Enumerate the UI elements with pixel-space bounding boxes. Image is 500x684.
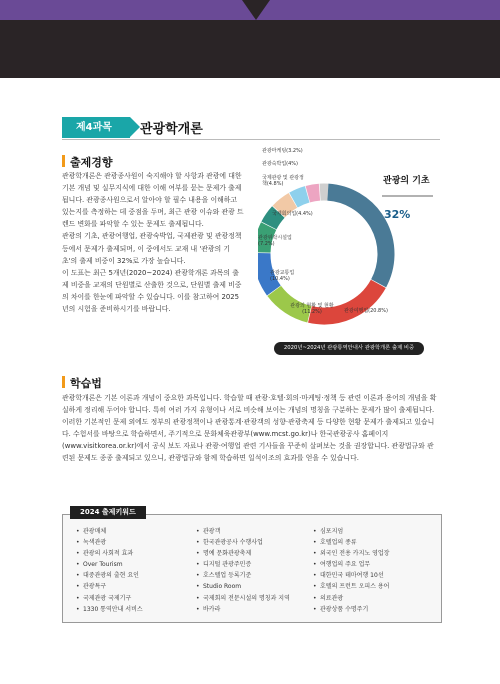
donut-slice-7 [293,194,307,200]
keyword-item: • 국제관광 국제기구 [76,593,143,604]
slice-label-transport: 관광교통업(10.4%) [270,270,295,282]
keyword-item: • 관광상품 수명주기 [313,604,389,615]
study-method-text: 관광학개론은 기본 이론과 개념이 중요한 과목입니다. 학습할 때 관광·호텔·회의·마케팅·정책 등 관련 이론과 용어의 개념을 확실하게 정리해 두어야 합니다. 특히 여러 가지 유형이나 서로 비슷해 보이는 개념의 명칭을 구분하는 문제가 많이 출제됩니다. 이러한 기본적인 문제 외에도 정부의 관광정책이나 관광통계·관광객의 성향·관광축제 등 다양한 현황 문제가 출제되고 있습니다. 수험서를 바탕으로 학습하면서, 주기적으로 문화체육관광부(www.mcst.go.kr)나 한국관광공사 홈페이지(www.visitkorea.or.kr)에서 공식 보도 자료나 관광·여행업 관련 기사들을 꾸준히 살펴보는 것을 권장합니다. 관광법규와 관련된 문제도 종종 출제되고 있으니, 관광법규와 함께 학습하면 일석이조의 효과를 얻을 수 있습니다. [62,394,437,463]
keyword-item: • 바카라 [196,604,290,615]
slice-label-leisure: 관광위락시설업(7.2%) [258,235,292,247]
exam-trend-paragraph-3: 이 도표는 최근 5개년(2020~2024) 관광학개론 과목의 출제 비중을 교재의 단원별로 산출한 것으로, 단원별 출제 비중의 차이를 한눈에 파악할 수 있습니다. 이를 참고하여 2025년의 시험을 준비하시기를 바랍니다. [62,268,242,314]
subject-tag: 제4과목 [62,117,130,138]
slice-label-status: 관광의 현황 및 현황(11.2%) [290,303,334,315]
title-divider [62,139,440,140]
keyword-item: • 한국관광공사 수행사업 [196,537,290,548]
exam-trend-paragraph-1: 관광학개론은 관광종사원이 숙지해야 할 사항과 관광에 대한 기본 개념 및 실무지식에 대한 이해 여부를 묻는 문제가 출제됩니다. 관광종사원으로서 알아야 할 필수 내용을 이해하고 있는지를 측정하는 데 중점을 두며, 최근 관광 이슈와 관광 트렌드 변화를 파악할 수 있는 문제도 출제됩니다. [62,172,244,229]
keyword-item: • 외국인 전용 카지노 영업장 [313,548,389,559]
keyword-item: • Over Tourism [76,559,143,570]
keyword-item: • 대한민국 테마여행 10선 [313,570,389,581]
exam-trend-text [62,170,245,315]
highlight-value: 32% [384,208,411,221]
keyword-item: • 심포지엄 [313,526,389,537]
exam-trend-paragraph-2: 관광의 기초, 관광여행업, 관광숙박업, 국제관광 및 관광정책 등에서 문제가 출제되며, 이 중에서도 교재 내 '관광의 기초'의 출제 비중이 32%로 가장 높습니다. [62,232,242,265]
keyword-item: • 호텔업의 종류 [313,537,389,548]
chart-caption: 2020년~2024년 관광통역안내사 관광학개론 출제 비중 [274,342,424,355]
slice-label-travel: 관광여행업(20.8%) [344,308,388,314]
exam-trend-heading: 출제경향 [62,154,113,170]
highlight-label: 관광의 기초 [383,176,430,186]
keyword-item: • 관광매체 [76,526,143,537]
exam-share-chart [258,148,440,353]
keyword-item: • 의료관광 [313,593,389,604]
keyword-item: • 대중관광의 출현 요인 [76,570,143,581]
keyword-item: • 호텔의 프런트 오피스 용어 [313,581,389,592]
donut-hole [272,202,377,307]
slice-label-lodging: 관광숙박업(4%) [262,161,298,167]
slice-label-marketing: 관광마케팅(3.2%) [262,148,303,154]
subject-title: 관광학개론 [140,122,203,137]
header-banner [0,0,500,78]
keyword-item: • 1330 통역안내 서비스 [76,604,143,615]
keywords-column-3 [313,526,389,615]
keyword-item: • 관광객 [196,526,290,537]
study-method-heading: 학습법 [62,375,102,391]
keyword-item: • 명예 문화관광축제 [196,548,290,559]
keyword-item: • 관광의 사회적 효과 [76,548,143,559]
keyword-item: • 여행업의 주요 업무 [313,559,389,570]
slice-label-convention: 국제회의업(4.4%) [272,211,313,217]
donut-slice-8 [308,192,320,194]
keyword-item: • 국제회의 전문시설의 명칭과 지역 [196,593,290,604]
keyword-item: • 디지털 관광주민증 [196,559,290,570]
keyword-item: • 호스텔업 등록기준 [196,570,290,581]
keyword-item: • 녹색관광 [76,537,143,548]
keyword-item: • Studio Room [196,581,290,592]
keywords-column-2 [196,526,290,615]
header-notch [242,0,270,20]
slice-label-intl-policy: 국제관광 및 관광정책(4.8%) [262,175,304,187]
keyword-item: • 관광특구 [76,581,143,592]
donut-slice-6 [279,200,293,211]
keywords-tag: 2024 출제키워드 [70,506,146,519]
keywords-column-1 [76,526,143,615]
